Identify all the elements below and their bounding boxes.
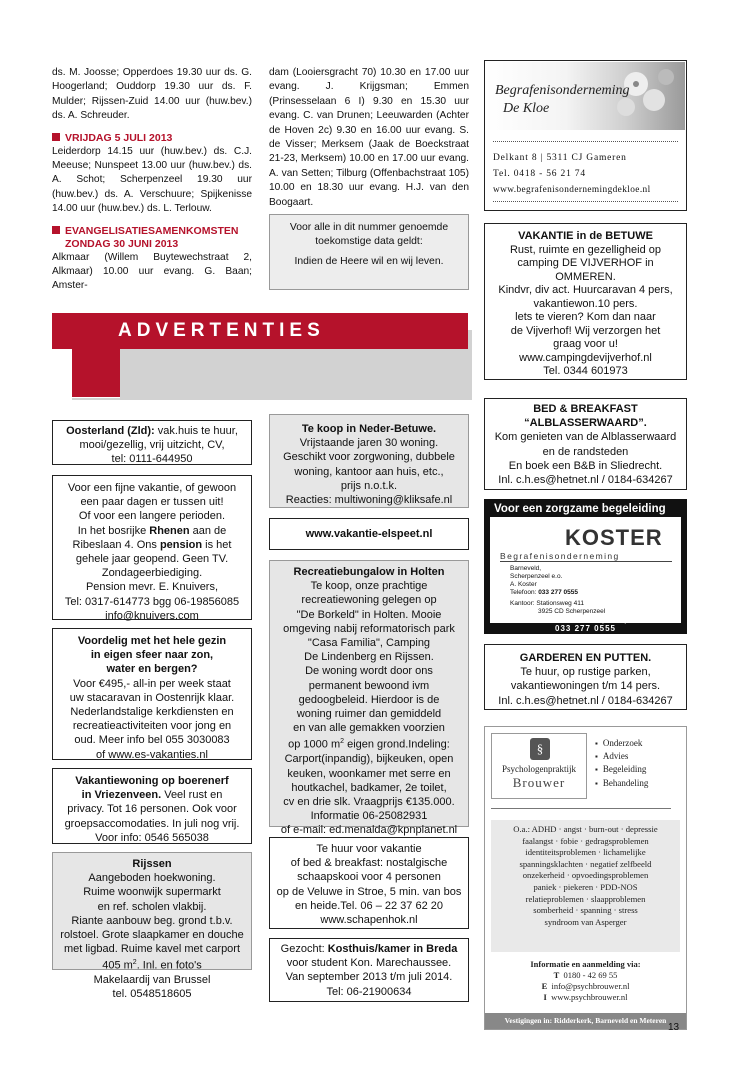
betuwe-line: Rust, ruimte en gezelligheid op	[509, 243, 662, 256]
ad-neder-betuwe: Te koop in Neder-Betuwe. Vrijstaande jaren 30 woning. Geschikt voor zorgwoning, dubbele woning, kantoor aan huis, etc., prijs n.o.t.k. Reacties: multiwoning@kliksafe.nl	[269, 414, 469, 508]
column-1-text	[52, 66, 252, 294]
evangelisatie-paragraph: Alkmaar (Willem Buytewechstraat 2, Alkmaar) 10.00 uur evang. G. Baan; Amster-	[52, 251, 252, 292]
ad-koster	[484, 499, 687, 634]
ad-brouwer	[484, 726, 687, 1030]
de-kloe-web[interactable]: www.begrafenisondernemingdekloe.nl	[493, 185, 651, 195]
bullet-square-icon	[52, 133, 60, 141]
ad-bed-breakfast: BED & BREAKFAST “ALBLASSERWAARD”. Kom genieten van de Alblasserwaard en de randsteden En boek een B&B in Sliedrecht. Inl. c.h.es@hetnet.nl / 0184-634267	[484, 398, 687, 490]
brouwer-topics: O.a.: ADHD · angst · burn-out · depressie faalangst · fobie · gedragsproblemen identiteitsproblemen · lichamelijke spanningsklachten · negatief zelfbeeld onzekerheid · opvoedingsproblemen paniek · piekeren · PDD-NOS relatieproblemen · slaapproblemen somberheid · spanning · stress syndroom van Asperger	[491, 820, 680, 952]
elspeet-website[interactable]: www.vakantie-elspeet.nl	[305, 528, 433, 540]
brouwer-email[interactable]: info@psychbrouwer.nl	[551, 981, 630, 991]
oosterland-title: Oosterland (Zld):	[66, 425, 155, 437]
ad-elspeet	[269, 518, 469, 550]
brouwer-contact: Informatie en aanmelding via: T 0180 - 42 69 55 E info@psychbrouwer.nl I www.psychbrouwer.nl	[530, 959, 641, 1002]
brouwer-name-2: Brouwer	[512, 775, 566, 790]
schapenhok-website[interactable]: www.schapenhok.nl	[320, 914, 418, 927]
brouwer-logo-box	[491, 733, 587, 799]
advertenties-corner	[72, 349, 120, 397]
heading-vrijdag: VRIJDAG 5 JULI 2013	[52, 132, 252, 145]
ad-holten: Recreatiebungalow in Holten Te koop, onze prachtige recreatiewoning gelegen op "De Borkeld" in Holten. Mooie omgeving nabij reformatorisch park "Casa Familia", Camping De Lindenberg en Rijssen. De woning wordt door ons permanent bewoond ivm gedoogbeleid. Hierdoor is de woning ruimer dan gemiddeld en van alle gemakken voorzien op 1000 $m^2$ eigen grond.Indeling: Carport(inpandig), bijkeuken, open keuken, woonkamer met serre en houtkachel, badkamer, 2e toilet, cv en drie slk. Vraagprijs €135.000. Informatie 06-25082931 of e-mail: ed.menalda@kpnplanet.nl	[269, 560, 469, 827]
brouwer-services: ▪ Onderzoek ▪ Advies ▪ Begeleiding ▪ Behandeling	[595, 737, 648, 790]
notice-box: Voor alle in dit nummer genoemde toekomstige data geldt: Indien de Heere wil en wij leven.	[269, 214, 469, 290]
ad-de-kloe	[484, 60, 687, 211]
ad-schapenhok: Te huur voor vakantie of bed & breakfast: nostalgische schaapskooi voor 4 personen op de Veluwe in Stroe, 5 min. van bos en heide.Tel. 06 – 22 37 62 20 www.schapenhok.nl	[269, 837, 469, 929]
de-kloe-tel: Tel. 0418 - 56 21 74	[493, 169, 586, 179]
brouwer-logo-icon: §	[530, 738, 550, 760]
brouwer-locations: Vestigingen in: Ridderkerk, Barneveld en Meteren	[485, 1013, 686, 1029]
betuwe-line: lets te vieren? Kom dan naar	[515, 311, 656, 323]
betuwe-line: vakantiewon.10 pers.	[533, 297, 638, 310]
ad-oosterland: Oosterland (Zld): vak.huis te huur, mooi/gezellig, vrij uitzicht, CV, tel: 0111-644950	[52, 420, 252, 465]
de-kloe-address: Delkant 8 | 5311 CJ Gameren	[493, 153, 627, 163]
de-kloe-logo-line2: De Kloe	[503, 101, 550, 116]
koster-name: KOSTER	[565, 525, 663, 550]
vrijdag-paragraph: Leiderdorp 14.15 uur (huw.bev.) ds. C.J. Meeuse; Nunspeet 13.00 uur (huw.bev.) ds. A. Schot; Scherpenzeel 19.30 uur (huw.bev.) ds. A. Verschuure; Spijkenisse 14.00 uur (huw.bev.) ds. L. Terlouw.	[52, 145, 252, 215]
betuwe-phone: Tel. 0344 601973	[543, 365, 628, 377]
betuwe-line: OMMEREN.	[555, 270, 616, 283]
nederbetuwe-email[interactable]: Reacties: multiwoning@kliksafe.nl	[285, 494, 453, 507]
ad-garderen: GARDEREN EN PUTTEN. Te huur, op rustige parken, vakantiewoningen t/m 14 pers. Inl. c.h.es@hetnet.nl / 0184-634267	[484, 644, 687, 710]
betuwe-line: Kindvr, div act. Huurcaravan 4 pers,	[498, 284, 673, 296]
rhenen-email[interactable]: info@knuivers.com	[105, 609, 199, 622]
dotted-divider	[493, 141, 678, 142]
ad-rhenen: Voor een fijne vakantie, of gewoon een paar dagen er tussen uit! Of voor een langere perioden. In het bosrijke Rhenen aan de Ribeslaan 4. Ons pension is het gehele jaar geopend. Geen TV. Zondageerbiediging. Pension mevr. E. Knuivers, Tel: 0317-614773 bgg 06-19856085 info@knuivers.com	[52, 475, 252, 620]
advertenties-title: ADVERTENTIES	[118, 320, 325, 341]
column-2-paragraph: dam (Looiersgracht 70) 10.30 en 17.00 uur evang. J. Krijgsman; Emmen (Prinsesselaan 6 I) 9.30 en 15.30 uur evang. C. van Drunen; Leeuwarden (Achter de Hoven 2c) 9.30 en 16.00 uur evang. S. de Visser; Merksem (Jaak de Boeckstraat 21-23, Merksem) 10.00 en 17.00 uur evang. A. van Setten; Tilburg (Offenbachstraat 105) 10.00 en 18.30 uur evang. H.J. van den Boogaart.	[269, 67, 469, 208]
ad-oostenrijk: Voordelig met het hele gezin in eigen sfeer naar zon, water en bergen? Voor €495,- all-in per week staat uw stacaravan in Oostenrijk klaar. Nederlandstalige kerkdiensten en recreatieactiviteiten voor jong en oud. Meer info bel 055 3030083 of www.es-vakanties.nl	[52, 628, 252, 760]
koster-central: Centraal nummer (24 uur): 033 277 0555	[541, 617, 630, 633]
betuwe-title: VAKANTIE in de BETUWE	[518, 230, 653, 242]
ad-betuwe	[484, 223, 687, 380]
bullet-square-icon	[52, 226, 60, 234]
page-number: 13	[668, 1022, 680, 1033]
ad-rijssen: Rijssen Aangeboden hoekwoning. Ruime woonwijk supermarkt en ref. scholen vlakbij. Riante aanbouw beg. grond t.b.v. rolstoel. Grote slaapkamer en douche met ligbad. Ruime kavel met carport 405 $m^2$. Inl. en foto's Makelaardij van Brussel tel. 0548518605	[52, 852, 252, 970]
dotted-divider	[493, 201, 678, 202]
betuwe-line: camping DE VIJVERHOF in	[517, 257, 654, 269]
koster-banner: Voor een zorgzame begeleiding	[494, 503, 666, 515]
ad-breda: Gezocht: Kosthuis/kamer in Breda voor student Kon. Marechaussee. Van september 2013 t/m juli 2014. Tel: 06-21900634	[269, 938, 469, 1002]
holten-email[interactable]: of e-mail: ed.menalda@kpnplanet.nl	[280, 824, 458, 837]
brouwer-website[interactable]: www.psychbrouwer.nl	[551, 992, 628, 1002]
betuwe-website[interactable]: www.campingdevijverhof.nl	[519, 351, 652, 364]
koster-divider	[500, 561, 672, 562]
ad-vriezenveen: Vakantiewoning op boerenerf in Vriezenveen. Veel rust en privacy. Tot 16 personen. Ook voor groepsaccomodaties. In juli nog vrij. Voor info: 0546 565038	[52, 768, 252, 844]
brouwer-divider	[491, 808, 671, 809]
betuwe-line: graag voor u!	[553, 338, 618, 350]
brouwer-name-1: Psychologenpraktijk	[502, 764, 576, 774]
de-kloe-logo-line1: Begrafenisonderneming	[495, 83, 630, 98]
koster-info: Barneveld, Scherpenzeel e.o. A. Koster Telefoon: 033 277 0555 Kantoor: Stationsweg 411 3925 CD Scherpenzeel	[510, 565, 606, 615]
koster-sub: Begrafenisonderneming	[500, 551, 620, 561]
column-2-text	[269, 66, 469, 210]
betuwe-line: de Vijverhof! Wij verzorgen het	[510, 324, 661, 337]
intro-paragraph: ds. M. Joosse; Opperdoes 19.30 uur ds. G. Hoogerland; Ouddorp 19.30 uur ds. F. Mulder; Rijssen-Zuid 14.00 uur (huw.bev.) ds. A. Schreuder.	[52, 67, 252, 122]
advertenties-banner	[52, 313, 468, 349]
oostenrijk-website[interactable]: of www.es-vakanties.nl	[96, 748, 208, 761]
heading-evangelisatie: EVANGELISATIESAMENKOMSTEN ZONDAG 30 JUNI 2013	[52, 225, 252, 251]
koster-panel	[490, 517, 681, 623]
